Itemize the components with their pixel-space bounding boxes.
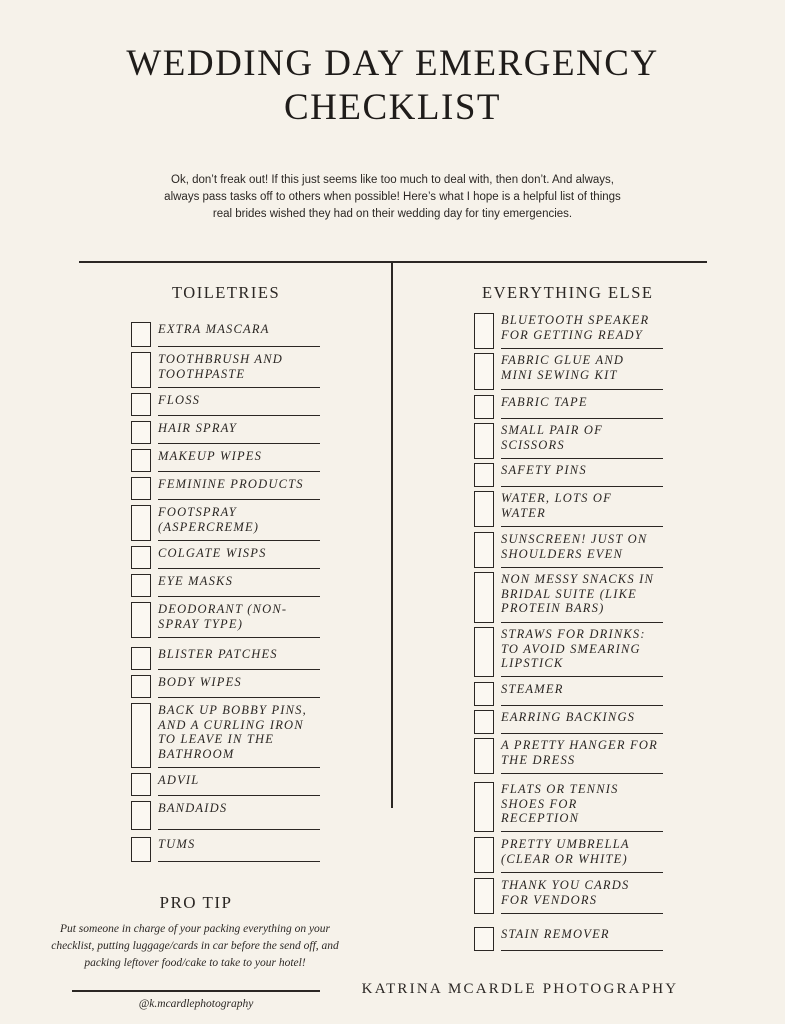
toiletries-item[interactable] — [131, 322, 326, 347]
toiletries-item[interactable] — [131, 421, 326, 444]
toiletries-item[interactable] — [131, 773, 326, 796]
item-label: FEMININE PRODUCTS — [158, 477, 304, 491]
item-label: STRAWS FOR DRINKS: TO AVOID SMEARING LIPSTICK — [501, 627, 646, 670]
page-title — [0, 42, 785, 130]
checkbox[interactable] — [131, 449, 151, 472]
checkbox[interactable] — [131, 675, 151, 698]
everything-else-heading: EVERYTHING ELSE — [482, 283, 654, 302]
item-label: FLATS OR TENNIS SHOES FOR RECEPTION — [501, 782, 619, 825]
section-divider — [79, 261, 707, 263]
item-label: WATER, LOTS OF WATER — [501, 491, 612, 520]
item-underline — [158, 795, 320, 797]
checkbox[interactable] — [474, 491, 494, 527]
everything_else-item[interactable] — [474, 710, 669, 734]
item-label: BACK UP BOBBY PINS, AND A CURLING IRON TO LEAVE IN THE BATHROOM — [158, 703, 307, 761]
checkbox[interactable] — [474, 423, 494, 459]
checkbox[interactable] — [474, 837, 494, 873]
checkbox[interactable] — [474, 463, 494, 487]
item-underline — [501, 705, 663, 707]
checkbox[interactable] — [474, 532, 494, 568]
everything_else-item[interactable] — [474, 682, 669, 706]
toiletries-item[interactable] — [131, 703, 326, 768]
checkbox[interactable] — [131, 505, 151, 541]
item-label: STAIN REMOVER — [501, 927, 610, 941]
checkbox[interactable] — [474, 572, 494, 623]
item-underline — [501, 526, 663, 528]
item-label: BLUETOOTH SPEAKER FOR GETTING READY — [501, 313, 650, 342]
checkbox[interactable] — [474, 353, 494, 390]
toiletries-item[interactable] — [131, 546, 326, 569]
everything_else-item[interactable] — [474, 878, 669, 914]
toiletries-item[interactable] — [131, 505, 326, 541]
checkbox[interactable] — [131, 352, 151, 388]
everything_else-item[interactable] — [474, 313, 669, 349]
item-label: EYE MASKS — [158, 574, 234, 588]
item-label: EARRING BACKINGS — [501, 710, 636, 724]
pro-tip-text: Put someone in charge of your packing everything on your checklist, putting luggage/cards in car before the send off, and packing leftover food/cake to take to your hotel! — [51, 923, 339, 969]
item-label: BANDAIDS — [158, 801, 228, 815]
item-label: STEAMER — [501, 682, 564, 696]
footer-divider — [72, 990, 320, 992]
toiletries-item[interactable] — [131, 352, 326, 388]
pro-tip-heading: PRO TIP — [159, 893, 233, 912]
checkbox[interactable] — [474, 738, 494, 774]
everything_else-item[interactable] — [474, 463, 669, 487]
item-underline — [158, 499, 320, 501]
checkbox[interactable] — [131, 546, 151, 569]
item-underline — [158, 669, 320, 671]
item-label: FLOSS — [158, 393, 201, 407]
item-underline — [158, 568, 320, 570]
item-label: TOOTHBRUSH AND TOOTHPASTE — [158, 352, 284, 381]
checkbox[interactable] — [131, 801, 151, 830]
toiletries-item[interactable] — [131, 602, 326, 638]
checkbox[interactable] — [131, 703, 151, 768]
everything_else-item[interactable] — [474, 738, 669, 774]
checkbox[interactable] — [474, 710, 494, 734]
item-underline — [158, 415, 320, 417]
checkbox[interactable] — [131, 477, 151, 500]
column-divider — [391, 261, 393, 808]
item-label: BLISTER PATCHES — [158, 647, 278, 661]
item-label: FABRIC GLUE AND MINI SEWING KIT — [501, 353, 625, 382]
item-underline — [501, 676, 663, 678]
item-underline — [158, 637, 320, 639]
checkbox[interactable] — [474, 682, 494, 706]
item-label: SAFETY PINS — [501, 463, 587, 477]
item-underline — [501, 418, 663, 420]
item-underline — [158, 767, 320, 769]
item-label: TUMS — [158, 837, 196, 851]
item-label: FABRIC TAPE — [501, 395, 588, 409]
item-underline — [158, 471, 320, 473]
item-underline — [158, 387, 320, 389]
everything_else-item[interactable] — [474, 782, 669, 832]
item-underline — [158, 697, 320, 699]
item-underline — [501, 872, 663, 874]
toiletries-item[interactable] — [131, 675, 326, 698]
everything_else-item[interactable] — [474, 572, 669, 623]
everything_else-item[interactable] — [474, 423, 669, 459]
checkbox[interactable] — [474, 878, 494, 914]
toiletries-item[interactable] — [131, 837, 326, 862]
item-underline — [501, 458, 663, 460]
everything_else-item[interactable] — [474, 491, 669, 527]
brand-name: KATRINA MCARDLE PHOTOGRAPHY — [361, 981, 679, 997]
item-underline — [158, 346, 320, 348]
instagram-handle: @k.mcardlephotography — [138, 998, 254, 1010]
item-underline — [501, 567, 663, 569]
item-label: COLGATE WISPS — [158, 546, 267, 560]
item-underline — [501, 733, 663, 735]
item-underline — [501, 622, 663, 624]
checkbox[interactable] — [131, 421, 151, 444]
item-label: BODY WIPES — [158, 675, 242, 689]
item-label: ADVIL — [158, 773, 200, 787]
checkbox[interactable] — [131, 393, 151, 416]
item-underline — [501, 950, 663, 952]
item-label: DEODORANT (NON-SPRAY TYPE) — [158, 602, 288, 631]
item-label: SMALL PAIR OF SCISSORS — [501, 423, 603, 452]
intro-text: Ok, don’t freak out! If this just seems like too much to deal with, then don’t. And always, always pass tasks off to others when possible! Here’s what I hope is a helpful list of things real brides wished they had on their wedding day for tiny emergencies. — [164, 174, 621, 220]
checkbox[interactable] — [131, 837, 151, 862]
checkbox[interactable] — [131, 574, 151, 597]
checkbox[interactable] — [474, 313, 494, 349]
item-underline — [158, 443, 320, 445]
item-underline — [158, 861, 320, 863]
item-label: A PRETTY HANGER FOR THE DRESS — [501, 738, 658, 767]
everything_else-item[interactable] — [474, 395, 669, 419]
item-underline — [501, 831, 663, 833]
checkbox[interactable] — [474, 927, 494, 951]
item-underline — [158, 829, 320, 831]
toiletries-item[interactable] — [131, 647, 326, 670]
item-underline — [501, 486, 663, 488]
item-underline — [158, 596, 320, 598]
checkbox[interactable] — [131, 647, 151, 670]
everything_else-item[interactable] — [474, 627, 669, 677]
item-underline — [158, 540, 320, 542]
everything_else-item[interactable] — [474, 532, 669, 568]
item-label: SUNSCREEN! JUST ON SHOULDERS EVEN — [501, 532, 648, 561]
item-label: MAKEUP WIPES — [158, 449, 263, 463]
checkbox[interactable] — [474, 395, 494, 419]
checkbox[interactable] — [474, 782, 494, 832]
toiletries-item[interactable] — [131, 801, 326, 830]
checkbox[interactable] — [131, 322, 151, 347]
page-title-line-2: CHECKLIST — [284, 87, 501, 128]
item-underline — [501, 348, 663, 350]
checkbox[interactable] — [131, 773, 151, 796]
item-underline — [501, 389, 663, 391]
item-underline — [501, 913, 663, 915]
toiletries-item[interactable] — [131, 477, 326, 500]
everything_else-item[interactable] — [474, 353, 669, 390]
item-label: PRETTY UMBRELLA (CLEAR OR WHITE) — [501, 837, 630, 866]
everything_else-item[interactable] — [474, 837, 669, 873]
item-label: THANK YOU CARDS FOR VENDORS — [501, 878, 630, 907]
checkbox[interactable] — [474, 627, 494, 677]
item-underline — [501, 773, 663, 775]
toiletries-item[interactable] — [131, 393, 326, 416]
item-label: NON MESSY SNACKS IN BRIDAL SUITE (LIKE PROTEIN BARS) — [501, 572, 655, 615]
everything_else-item[interactable] — [474, 927, 669, 951]
item-label: HAIR SPRAY — [158, 421, 238, 435]
page-title-line-1: WEDDING DAY EMERGENCY — [126, 43, 659, 84]
toiletries-item[interactable] — [131, 449, 326, 472]
item-label: EXTRA MASCARA — [158, 322, 270, 336]
checkbox[interactable] — [131, 602, 151, 638]
item-label: FOOTSPRAY (ASPERCREME) — [158, 505, 260, 534]
toiletries-heading: TOILETRIES — [172, 283, 281, 302]
toiletries-item[interactable] — [131, 574, 326, 597]
